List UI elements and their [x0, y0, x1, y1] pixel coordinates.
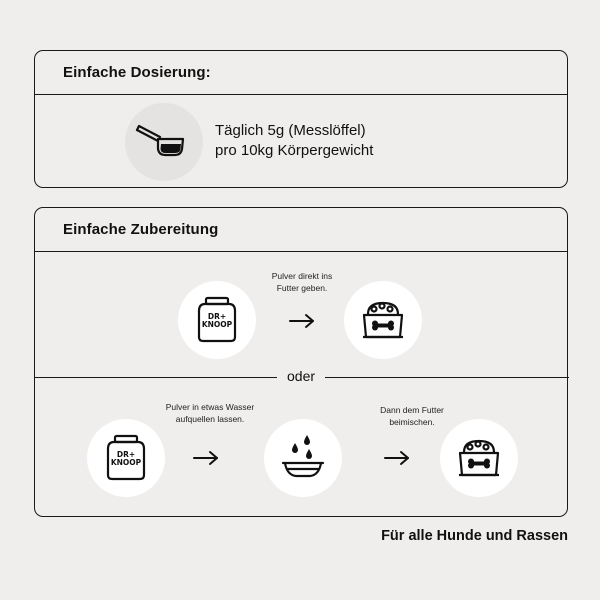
supplement-jar-icon	[178, 281, 256, 359]
step1-caption-line-2: Futter geben.	[276, 283, 328, 293]
dosing-line-2: pro 10kg Körpergewicht	[215, 142, 374, 159]
water-bowl-icon	[264, 419, 342, 497]
supplement-jar-icon	[87, 419, 165, 497]
arrow-right-icon	[192, 450, 220, 466]
dog-food-bowl-icon	[344, 281, 422, 359]
arrow-right-icon	[383, 450, 411, 466]
divider-line-right	[325, 377, 569, 378]
step3-caption-line-2: beimischen.	[389, 417, 435, 427]
measuring-scoop-icon	[125, 103, 203, 181]
dosing-card-header	[35, 51, 567, 95]
step3-caption-line-1: Dann dem Futter	[380, 405, 444, 415]
divider-label: oder	[287, 368, 316, 384]
preparation-title: Einfache Zubereitung	[63, 221, 219, 238]
jar-label-line-2: KNOOP	[201, 320, 233, 329]
preparation-card	[34, 207, 568, 517]
dog-food-bowl-icon	[440, 419, 518, 497]
footer-tagline: Für alle Hunde und Rassen	[381, 528, 568, 544]
preparation-card-header	[35, 208, 567, 252]
dosing-title: Einfache Dosierung:	[63, 64, 211, 81]
dosing-instructions	[215, 121, 373, 161]
jar-label-line-1: DR+	[116, 450, 136, 459]
arrow-right-icon	[288, 313, 316, 329]
step2-caption-line-1: Pulver in etwas Wasser	[165, 402, 255, 412]
jar-label-line-2: KNOOP	[110, 458, 142, 467]
step1-caption-line-1: Pulver direkt ins	[271, 271, 333, 281]
step1-caption	[247, 270, 357, 294]
dosing-card	[34, 50, 568, 188]
divider-line-left	[35, 377, 277, 378]
jar-label-line-1: DR+	[207, 312, 227, 321]
step2-caption-line-2: aufquellen lassen.	[175, 414, 245, 424]
step2-caption	[150, 401, 270, 425]
dosing-line-1: Täglich 5g (Messlöffel)	[215, 122, 366, 139]
